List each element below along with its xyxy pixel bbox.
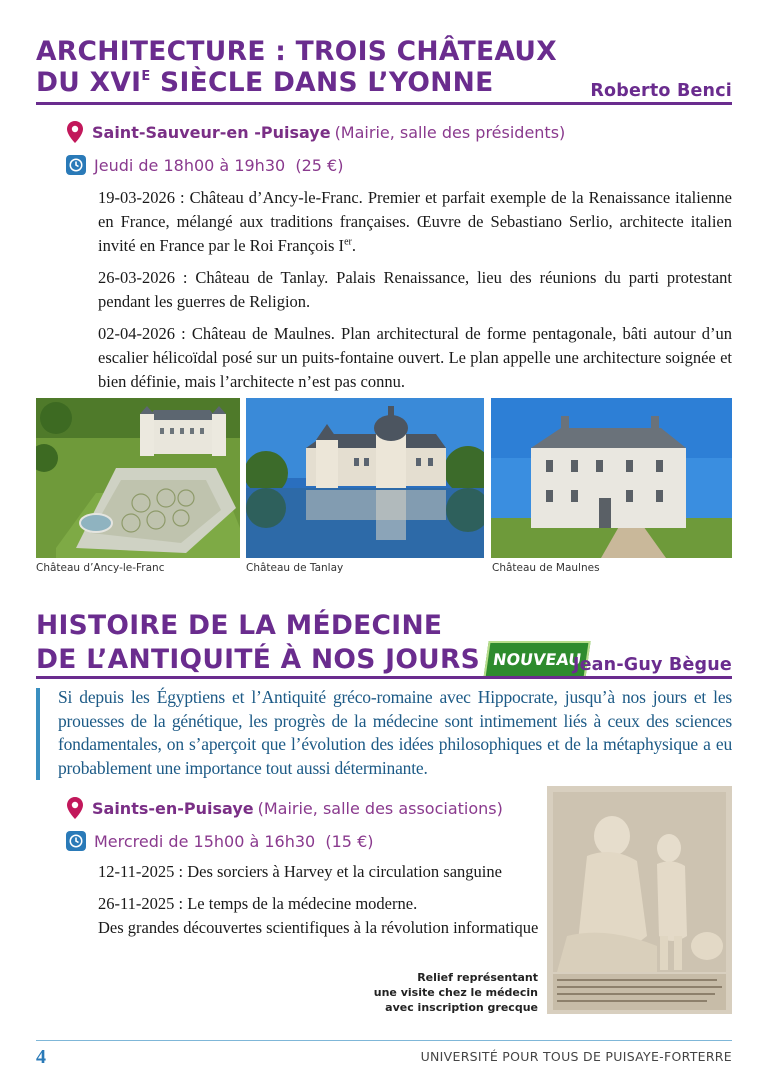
section1-schedule: Jeudi de 18h00 à 19h30 (25 €) bbox=[94, 155, 344, 175]
location-pin-icon bbox=[66, 120, 84, 144]
section2-rule bbox=[36, 676, 732, 679]
page-number: 4 bbox=[36, 1046, 46, 1068]
section2-schedule: Mercredi de 15h00 à 16h30 (15 €) bbox=[94, 831, 374, 851]
section1-place-detail: (Mairie, salle des présidents) bbox=[334, 122, 566, 142]
section2-title-line2: DE L’ANTIQUITÉ À NOS JOURS NOUVEAU bbox=[36, 641, 732, 679]
session-item: 26-11-2025 : Le temps de la médecine moderne. Des grandes découvertes scientifiques à la révolution informatique bbox=[98, 894, 539, 937]
section1-location bbox=[66, 120, 565, 144]
section2-intro: Si depuis les Égyptiens et l’Antiquité gréco-romaine avec Hippocrate, jusqu’à nos jours et les prouesses de la génétique, les progrès de la médecine sont intimement liés à ceux des sciences fondamentales, on s’aperçoit que l’évolution des idées philosophiques et de la métaphysique a eu probablement une importance tout aussi déterminante. bbox=[58, 687, 732, 778]
session-item: 02-04-2026 : Château de Maulnes. Plan architectural de forme pentagonale, bâti autour d’un escalier hélicoïdal posé sur un puits-fontaine ouvert. Le plan appelle une architecture soignée et bien définie, mais l’architecte n’est pas connu. bbox=[98, 324, 732, 391]
section1-place: Saint-Sauveur-en -Puisaye bbox=[92, 122, 331, 142]
caption-maulnes: Château de Maulnes bbox=[492, 562, 600, 574]
location-pin-icon bbox=[66, 796, 84, 820]
photo-ancy-le-franc bbox=[36, 398, 240, 558]
caption-ancy-le-franc: Château d’Ancy-le-Franc bbox=[36, 562, 165, 574]
session-item: 19-03-2026 : Château d’Ancy-le-Franc. Premier et parfait exemple de la Renaissance italienne en France, mélangé aux traditions françaises. Œuvre de Sebastiano Serlio, architecte italien invité en France par le Roi François Ier. bbox=[98, 188, 732, 255]
photo-maulnes bbox=[491, 398, 732, 558]
section2-place: Saints-en-Puisaye bbox=[92, 798, 254, 818]
section2-location bbox=[66, 796, 503, 820]
footer-rule bbox=[36, 1040, 732, 1041]
section2-title bbox=[36, 610, 732, 676]
intro-accent-bar bbox=[36, 688, 40, 780]
relief-caption: Relief représentant une visite chez le médecin avec inscription grecque bbox=[373, 971, 538, 1014]
photo-tanlay bbox=[246, 398, 484, 558]
section2-author: Jean-Guy Bègue bbox=[572, 655, 732, 675]
session-item: 26-03-2026 : Château de Tanlay. Palais Renaissance, lieu des réunions du parti protestant pendant les guerres de Religion. bbox=[98, 268, 732, 311]
section2-place-detail: (Mairie, salle des associations) bbox=[257, 798, 503, 818]
section1-rule bbox=[36, 102, 732, 105]
section1-author: Roberto Benci bbox=[590, 81, 732, 101]
section1-title-line2: DU $XVI^E$ SIÈCLE DANS L’YONNE bbox=[36, 67, 494, 98]
section2-schedule-row bbox=[66, 831, 374, 851]
section1-schedule-row bbox=[66, 155, 343, 175]
caption-tanlay: Château de Tanlay bbox=[246, 562, 344, 574]
section2-title-line1: HISTOIRE DE LA MÉDECINE bbox=[36, 610, 443, 641]
section1-sessions bbox=[98, 186, 732, 402]
section1-title bbox=[36, 36, 732, 102]
clock-icon bbox=[66, 831, 86, 851]
new-badge: NOUVEAU bbox=[483, 641, 591, 679]
footer-organization: UNIVERSITÉ POUR TOUS DE PUISAYE-FORTERRE bbox=[420, 1049, 732, 1064]
clock-icon bbox=[66, 155, 86, 175]
section1-title-line1: ARCHITECTURE : TROIS CHÂTEAUX bbox=[36, 36, 557, 67]
relief-image bbox=[547, 786, 732, 1014]
section2-sessions bbox=[98, 860, 543, 940]
session-item: 12-11-2025 : Des sorciers à Harvey et la circulation sanguine bbox=[98, 862, 502, 881]
